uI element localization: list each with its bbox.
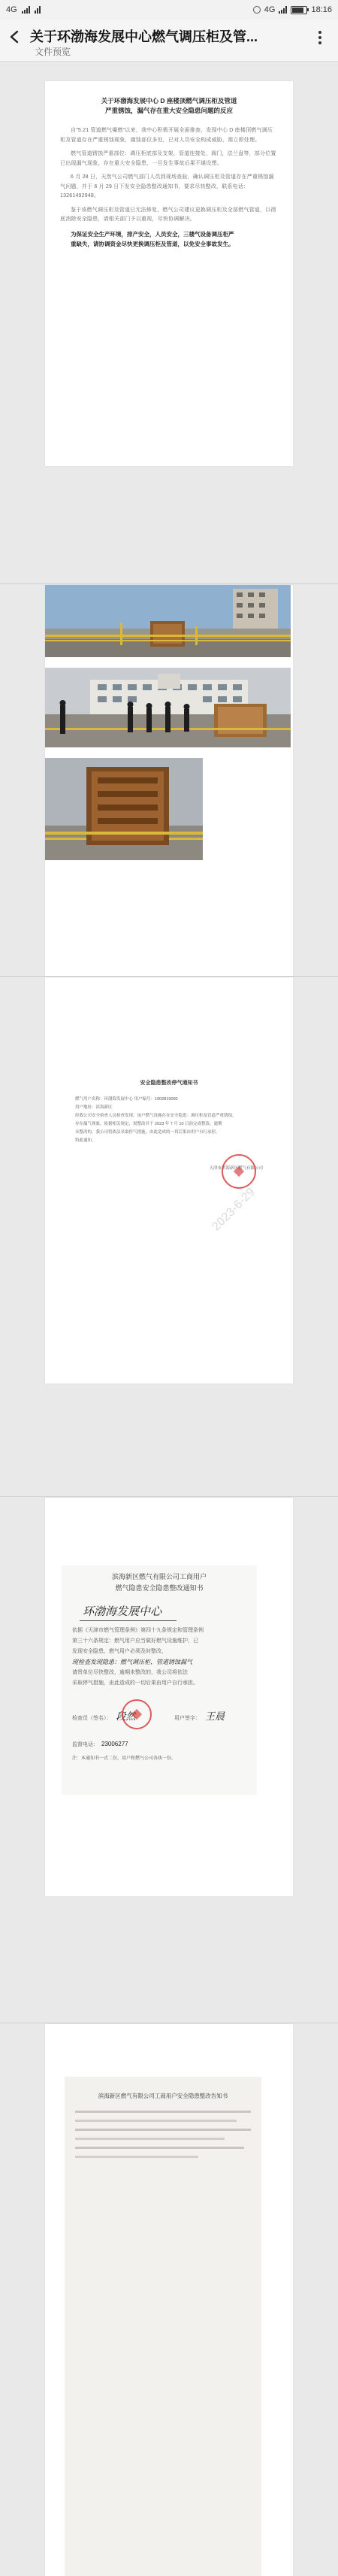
rusty-cabinet-photo-3 [45, 758, 203, 860]
page1-paragraph: 燃气管道锈蚀严重部位：调压柜底部及支架，管道连接处，阀门，法兰盘等，部分位置已出现漏气现象，存在重大安全隐患，一旦发生事故后果不堪设想。 [60, 151, 276, 166]
more-options-icon[interactable] [312, 30, 327, 45]
rectification-note: 注：本通知书一式二份，用户和燃气公司各执一份。 [72, 1756, 177, 1761]
hotline-number: 23006277 [101, 1741, 128, 1747]
page1-title-line1: 关于环渤海发展中心 D 座楼顶燃气调压柜及管道 [101, 97, 237, 105]
wifi-icon [35, 6, 41, 14]
rectification-header-line1: 滨海新区燃气有限公司工商用户 [111, 1573, 207, 1580]
battery-level [292, 8, 303, 13]
handwritten-user-name: 环渤海发展中心 [80, 1603, 177, 1621]
inspector-signature: 段然 [116, 1711, 136, 1723]
inspection-seal [122, 1699, 152, 1729]
network-label: 4G [264, 5, 276, 14]
clock: 18:16 [311, 5, 332, 14]
page1-paragraph: 鉴于该燃气调压柜及管道已无法修复，燃气公司建议更换调压柜及全部燃气管道，以彻底消除安全隐患，请相关部门予以重视，尽快协调解决。 [60, 207, 276, 222]
rectification-body-line: 现检查发现隐患：燃气调压柜、管道锈蚀漏气 [72, 1659, 192, 1665]
rectification-header-line2: 燃气隐患安全隐患整改通知书 [115, 1584, 204, 1592]
status-bar-right [253, 5, 332, 14]
document-page-3 [45, 977, 293, 1383]
rectification-body-line: 第三十六条规定：燃气用户应当做好燃气设施维护，已 [72, 1638, 198, 1644]
notice-line: 未整改的，我公司将依法采取停气措施，由此造成的一切后果由用户自行承担。 [75, 1130, 220, 1135]
alarm-icon [253, 6, 261, 14]
signal-icon [22, 6, 30, 14]
notice-footer: 天津市滨海新区燃气有限公司 [209, 1166, 263, 1171]
page-separator [0, 1496, 338, 1497]
page1-title-line2: 严重锈蚀，漏气存在重大安全隐患问题的反应 [104, 107, 233, 114]
document-page-1 [45, 81, 293, 466]
status-bar [0, 0, 338, 20]
notice-line: 用户地址：滨海新区 [75, 1105, 113, 1110]
inspection-photo-2 [45, 668, 291, 747]
rectification-body-line: 发现安全隐患，燃气用户必须及时整改， [72, 1649, 167, 1654]
document-title: 关于环渤海发展中心燃气调压柜及管... [30, 29, 258, 44]
notice-line: 特此通知。 [75, 1138, 96, 1143]
signal-strength-icon [279, 6, 287, 14]
inspector-label: 检查员（签名）： [72, 1716, 112, 1721]
notice-title-page5: 滨海新区燃气有限公司工商用户安全隐患整改告知书 [98, 2093, 228, 2099]
user-signature: 王晨 [205, 1711, 225, 1723]
rectification-body-line: 请贵单位尽快整改，逾期未整改的，我公司将依法 [72, 1670, 188, 1675]
blurred-text-block [75, 2111, 251, 2158]
hotline-label: 监督电话： [72, 1742, 98, 1747]
app-header [0, 20, 338, 62]
carrier-label: 4G [6, 5, 17, 14]
notice-title: 安全隐患整改停气通知书 [140, 1080, 198, 1086]
company-seal [222, 1154, 256, 1189]
status-bar-left [6, 5, 41, 14]
document-subtitle: 文件预览 [35, 47, 71, 57]
notice-line: 存在漏气现象，依据相关规定，需整改并于 2023 年 7 月 10 日前完成整改，逾期 [75, 1122, 222, 1126]
date-watermark: 2023-6-29 [210, 1185, 258, 1234]
page-separator [0, 583, 338, 584]
page1-bold-line: 为保证安全生产环境，排产安全，人员安全，三楼气设备调压柜严 [71, 230, 234, 238]
page1-paragraph: 自"5.21 管道燃气爆燃"以来，我中心积极开展全面排查，发现中心 D 座楼顶燃气调压柜及管道存在严重锈蚀现象，腐蚀部位多处，已对人员安全构成威胁，需立即处理。 [60, 128, 273, 143]
battery-icon [291, 6, 307, 14]
rooftop-photo-1 [45, 585, 291, 657]
page1-bold-line: 重缺失，请协调资金尽快更换调压柜及管道，以免安全事故发生。 [71, 240, 234, 247]
back-arrow-icon[interactable] [6, 29, 23, 45]
document-page-4 [45, 1498, 293, 1896]
page-separator [0, 976, 338, 977]
page1-paragraph: 6 月 28 日，天然气公司燃气部门人员到现场查验，确认调压柜及管道存在严重锈蚀漏气问题，并于 6 月 29 日下发安全隐患整改通知书，要求尽快整改，联系电话：13261492948。 [60, 174, 274, 199]
notice-line: 经我公司安全检查人员检查发现，该户燃气设施存在安全隐患：调压柜及管道严重锈蚀， [75, 1114, 237, 1118]
notice-line: 燃气用户名称：环渤海发展中心 用户编号：1002819000 [75, 1097, 178, 1102]
rectification-body-line: 依据《天津市燃气管理条例》第四十九条规定和管理条例 [72, 1628, 204, 1633]
rectification-body-line: 采取停气措施，由此造成的一切后果由用户自行承担。 [72, 1680, 198, 1686]
document-page-2 [45, 585, 293, 976]
user-signature-label: 用户签字： [174, 1716, 201, 1721]
document-page-5 [45, 2024, 293, 2576]
